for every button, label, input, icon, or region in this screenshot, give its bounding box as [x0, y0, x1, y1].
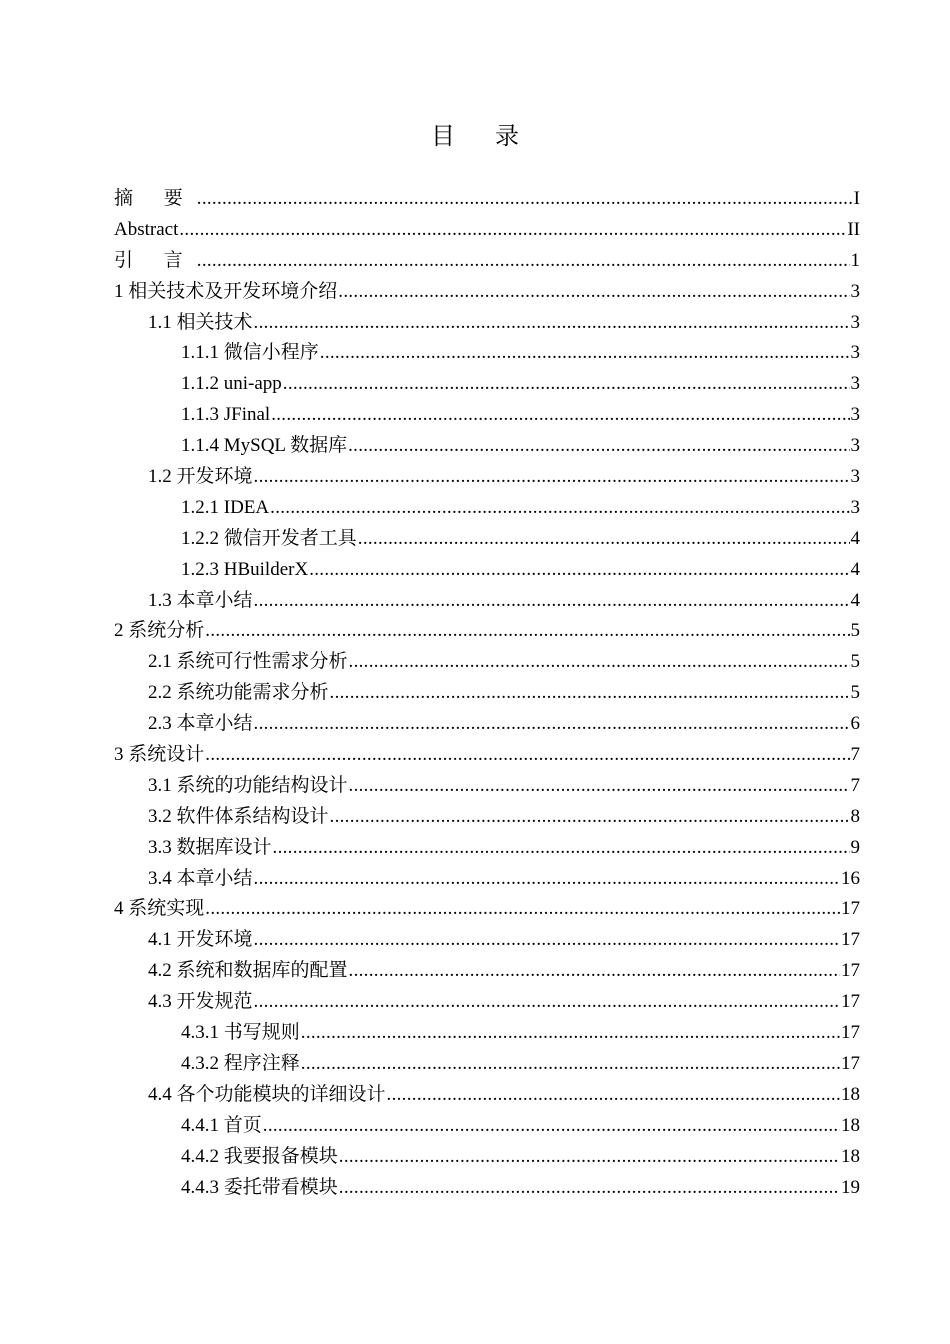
toc-dot-leader: [254, 925, 840, 956]
toc-entry[interactable]: [114, 1142, 860, 1173]
toc-entry-page-number: 3: [850, 373, 860, 395]
toc-dot-leader: [387, 1080, 840, 1111]
toc-entry[interactable]: [114, 184, 860, 215]
toc-entry[interactable]: [114, 586, 860, 617]
toc-entry-label: 3.3 数据库设计: [148, 836, 272, 858]
toc-dot-leader: [254, 586, 850, 617]
toc-entry-label: 1.1 相关技术: [148, 311, 253, 333]
toc-title-char-2: 录: [495, 124, 519, 150]
toc-entry[interactable]: [114, 925, 860, 956]
toc-dot-leader: [330, 678, 850, 709]
toc-entry-page-number: 17: [841, 929, 860, 951]
toc-dot-leader: [254, 308, 850, 339]
toc-entry-label: 4.4 各个功能模块的详细设计: [148, 1083, 386, 1105]
toc-entry-page-number: I: [853, 188, 860, 209]
toc-dot-leader: [349, 647, 850, 678]
toc-entry-label: 4.3 开发规范: [148, 991, 253, 1013]
toc-entry[interactable]: [114, 462, 860, 493]
toc-entry[interactable]: [114, 338, 860, 369]
toc-entry-label: 3.2 软件体系结构设计: [148, 805, 329, 827]
toc-entry[interactable]: [114, 524, 860, 555]
toc-entry-page-number: 4: [850, 589, 860, 611]
toc-entry-label: 1.1.1 微信小程序: [181, 342, 319, 364]
toc-entry-label: 4.3.2 程序注释: [181, 1052, 300, 1074]
toc-entry-label: 1.2.3 HBuilderX: [181, 558, 309, 580]
toc-entry[interactable]: [114, 678, 860, 709]
toc-dot-leader: [301, 1018, 840, 1049]
toc-entry-label: 4.4.2 我要报备模块: [181, 1145, 338, 1167]
toc-entry[interactable]: [114, 864, 860, 895]
toc-dot-leader: [179, 215, 846, 246]
toc-entry-page-number: 7: [850, 744, 860, 766]
toc-entry-label: 1.2 开发环境: [148, 466, 253, 488]
toc-entry-label: 4.1 开发环境: [148, 929, 253, 951]
toc-entry-page-number: 4: [850, 558, 860, 580]
toc-dot-leader: [330, 802, 850, 833]
toc-entry-page-number: II: [847, 218, 860, 240]
toc-entry[interactable]: [114, 616, 860, 647]
toc-entry[interactable]: [114, 894, 860, 925]
toc-entry-label: 4.4.1 首页: [181, 1114, 262, 1136]
toc-entry-label: 2 系统分析: [114, 620, 205, 642]
toc-entry-label: 1.2.1 IDEA: [181, 496, 270, 518]
toc-dot-leader: [205, 894, 840, 925]
toc-entry-page-number: 1: [850, 249, 860, 271]
toc-entry[interactable]: [114, 277, 860, 308]
toc-entry[interactable]: [114, 987, 860, 1018]
toc-entry-page-number: 9: [850, 836, 860, 858]
toc-entry[interactable]: [114, 771, 860, 802]
toc-entry-page-number: 8: [850, 805, 860, 827]
toc-entry[interactable]: [114, 1173, 860, 1204]
toc-entry[interactable]: [114, 215, 860, 246]
toc-entry-page-number: 17: [841, 991, 860, 1013]
toc-entry[interactable]: [114, 802, 860, 833]
toc-entry[interactable]: [114, 555, 860, 586]
toc-entry-label: 4.4.3 委托带看模块: [181, 1176, 338, 1198]
toc-dot-leader: [197, 184, 853, 215]
toc-entry-page-number: 18: [841, 1145, 860, 1167]
toc-entry[interactable]: [114, 647, 860, 678]
toc-entry-page-number: 16: [841, 867, 860, 889]
toc-dot-leader: [270, 493, 849, 524]
toc-dot-leader: [205, 740, 849, 771]
toc-entry-page-number: 17: [841, 960, 860, 982]
toc-entry[interactable]: [114, 431, 860, 462]
toc-dot-leader: [309, 555, 849, 586]
toc-dot-leader: [254, 864, 840, 895]
toc-entry[interactable]: [114, 246, 860, 277]
toc-dot-leader: [301, 1049, 840, 1080]
toc-entry-page-number: 4: [850, 527, 860, 549]
toc-entry-label: 4.2 系统和数据库的配置: [148, 960, 348, 982]
toc-dot-leader: [339, 1173, 840, 1204]
toc-entry-label: 2.1 系统可行性需求分析: [148, 651, 348, 673]
toc-entry-label: 引 言: [114, 249, 196, 271]
toc-entry-page-number: 6: [850, 713, 860, 735]
toc-entry-label: 4.3.1 书写规则: [181, 1022, 300, 1044]
toc-entry[interactable]: [114, 1080, 860, 1111]
toc-entry-page-number: 5: [850, 682, 860, 704]
toc-entry-label: 3.1 系统的功能结构设计: [148, 774, 348, 796]
toc-entry-page-number: 18: [841, 1114, 860, 1136]
toc-entry-page-number: 3: [850, 496, 860, 518]
toc-dot-leader: [339, 1142, 840, 1173]
toc-entry-page-number: 3: [850, 404, 860, 426]
toc-entry[interactable]: [114, 1111, 860, 1142]
toc-entry[interactable]: [114, 369, 860, 400]
toc-list: [114, 184, 860, 1203]
toc-entry[interactable]: [114, 956, 860, 987]
toc-entry-label: 1.1.4 MySQL 数据库: [181, 435, 348, 457]
toc-entry-page-number: 5: [850, 651, 860, 673]
toc-dot-leader: [283, 369, 850, 400]
toc-dot-leader: [254, 709, 850, 740]
toc-entry-page-number: 5: [850, 620, 860, 642]
toc-entry[interactable]: [114, 833, 860, 864]
toc-title-char-1: 目: [431, 124, 455, 150]
toc-entry-label: 1.1.3 JFinal: [181, 404, 271, 426]
toc-entry[interactable]: [114, 740, 860, 771]
toc-dot-leader: [338, 277, 849, 308]
toc-dot-leader: [273, 833, 850, 864]
toc-entry[interactable]: [114, 308, 860, 339]
toc-entry-label: 2.3 本章小结: [148, 713, 253, 735]
toc-entry[interactable]: [114, 1018, 860, 1049]
toc-dot-leader: [349, 771, 850, 802]
toc-entry-page-number: 17: [841, 1052, 860, 1074]
toc-dot-leader: [254, 462, 850, 493]
toc-entry-page-number: 17: [841, 1022, 860, 1044]
toc-title: [0, 120, 950, 154]
toc-entry-page-number: 17: [841, 898, 860, 920]
toc-dot-leader: [320, 338, 850, 369]
toc-entry-label: 摘 要: [114, 188, 196, 209]
toc-entry-page-number: 3: [850, 435, 860, 457]
toc-entry-page-number: 19: [841, 1176, 860, 1198]
toc-dot-leader: [348, 431, 849, 462]
toc-entry[interactable]: [114, 709, 860, 740]
toc-dot-leader: [271, 400, 849, 431]
toc-entry-page-number: 7: [850, 774, 860, 796]
toc-entry-label: Abstract: [114, 218, 179, 240]
toc-entry-page-number: 3: [850, 311, 860, 333]
toc-entry-label: 3.4 本章小结: [148, 867, 253, 889]
toc-dot-leader: [205, 616, 849, 647]
toc-entry-label: 1.1.2 uni-app: [181, 373, 282, 395]
toc-entry[interactable]: [114, 1049, 860, 1080]
toc-entry-label: 1.3 本章小结: [148, 589, 253, 611]
toc-dot-leader: [197, 246, 850, 277]
toc-dot-leader: [349, 956, 840, 987]
toc-dot-leader: [263, 1111, 840, 1142]
toc-entry-label: 4 系统实现: [114, 898, 205, 920]
toc-entry-page-number: 18: [841, 1083, 860, 1105]
toc-dot-leader: [254, 987, 840, 1018]
toc-entry-label: 2.2 系统功能需求分析: [148, 682, 329, 704]
toc-entry-page-number: 3: [850, 342, 860, 364]
toc-entry-label: 3 系统设计: [114, 744, 205, 766]
toc-entry-label: 1.2.2 微信开发者工具: [181, 527, 357, 549]
toc-entry[interactable]: [114, 493, 860, 524]
toc-entry[interactable]: [114, 400, 860, 431]
toc-entry-page-number: 3: [850, 466, 860, 488]
toc-dot-leader: [358, 524, 850, 555]
toc-entry-label: 1 相关技术及开发环境介绍: [114, 280, 338, 302]
toc-entry-page-number: 3: [850, 280, 860, 302]
